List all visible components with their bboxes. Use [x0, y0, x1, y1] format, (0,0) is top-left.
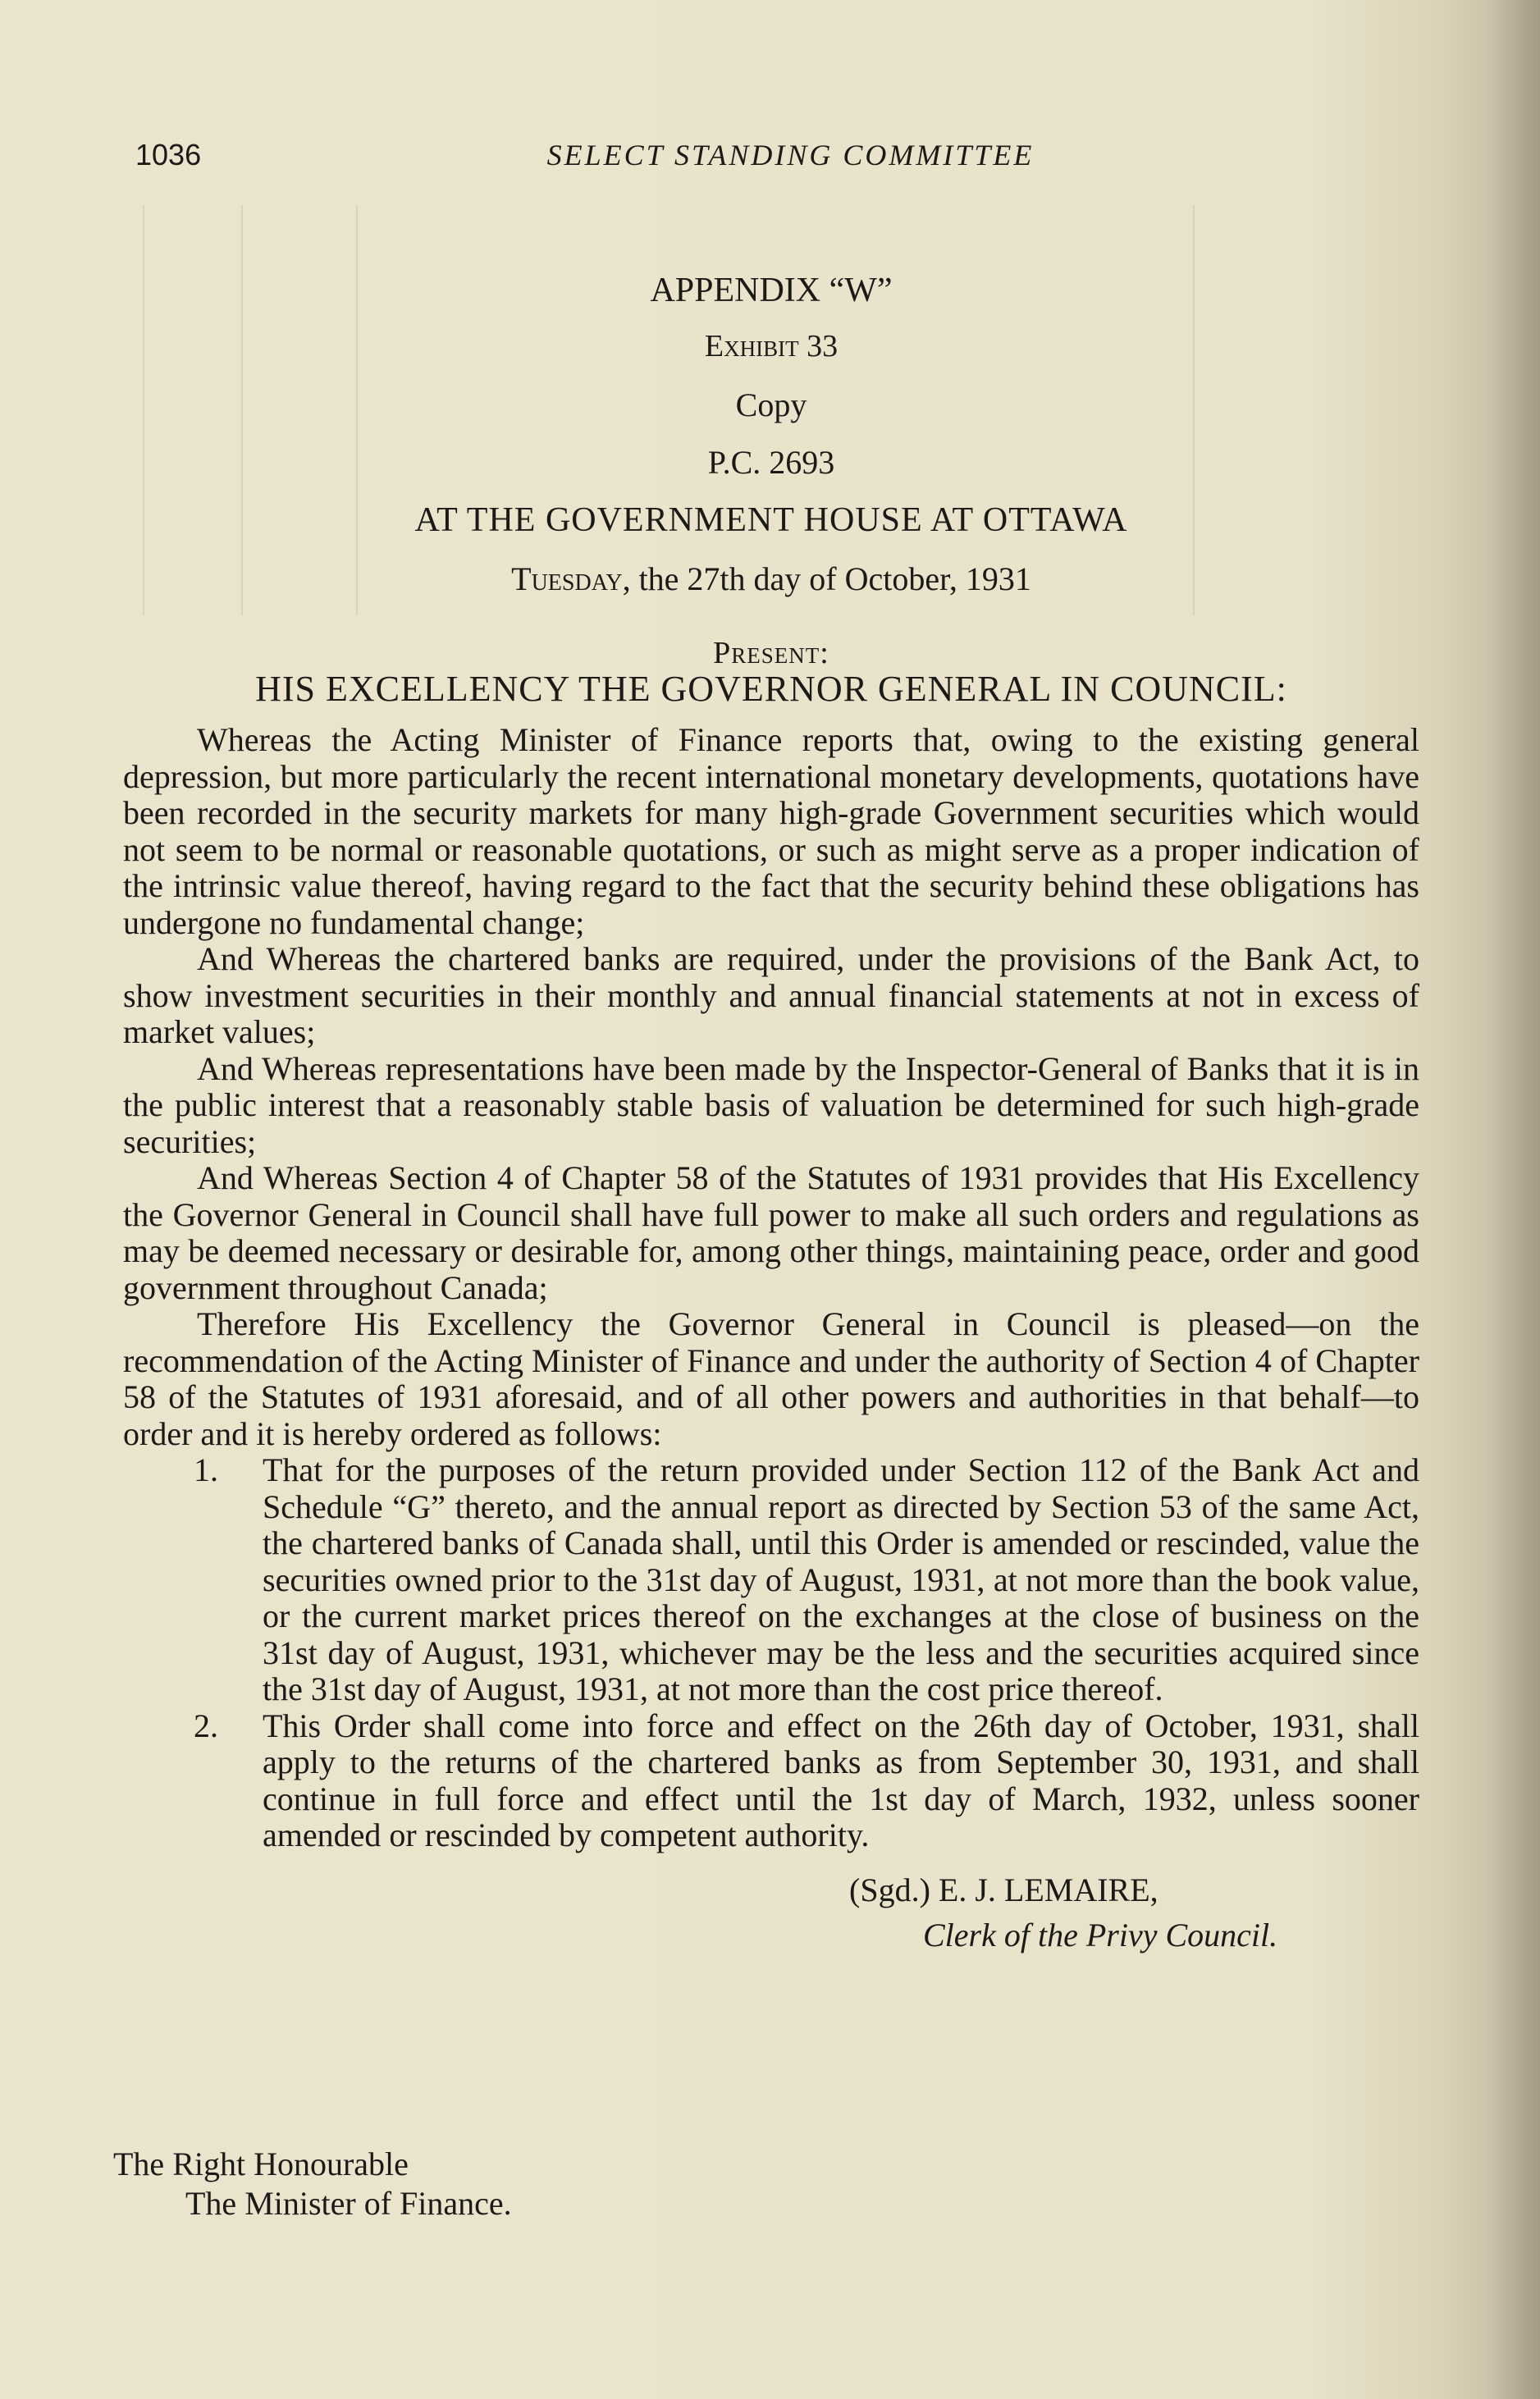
order-text: That for the purposes of the return provided under Section 112 of the Bank Act and Schedule “G” thereto, and the annual report as directed by Section 53 of the same Act, the chartered banks of Canada shall, until this Order is amended or rescinded, value the securities owned prior to the 31st day of August, 1931, at not more than the book value, or the current market prices thereof on the exchanges at the close of business on the 31st day of August, 1931, whichever may be the less and the securities acquired since the 31st day of August, 1931, at not more than the cost price thereof.	[263, 1451, 1419, 1707]
order-item	[123, 1452, 1419, 1708]
present-label: Present:	[713, 636, 829, 670]
page-gutter-shadow	[1491, 0, 1540, 2399]
addressee-line-2: The Minister of Finance.	[185, 2185, 512, 2222]
date-line	[123, 560, 1419, 635]
appendix-title: APPENDIX “W”	[650, 272, 893, 309]
order-text: This Order shall come into force and effect on the 26th day of October, 1931, shall apply to the returns of the chartered banks as from September 30, 1931, and shall continue in full force and effect until the 1st day of March, 1932, unless sooner amended or rescinded by competent authority.	[263, 1707, 1419, 1853]
whereas-paragraph-4: And Whereas Section 4 of Chapter 58 of the Statutes of 1931 provides that His Excellency the Governor General in Council shall have full power to make all such orders and regulations as may be deemed necessary or desirable for, among other things, maintaining peace, order and good government throughout Canada;	[123, 1159, 1419, 1306]
order-list	[123, 1452, 1419, 1854]
pc-number: P.C. 2693	[707, 444, 835, 481]
running-head: SELECT STANDING COMMITTEE	[546, 139, 1035, 171]
signatory-title: Clerk of the Privy Council.	[923, 1916, 1278, 1953]
page-number: 1036	[135, 138, 202, 171]
addressee-line-1: The Right Honourable	[113, 2145, 409, 2182]
copy-label: Copy	[735, 386, 807, 423]
page-header	[135, 138, 1413, 179]
date-day: Tuesday	[511, 560, 623, 597]
council-heading: HIS EXCELLENCY THE GOVERNOR GENERAL IN COUNCIL:	[255, 669, 1287, 709]
whereas-paragraph-2: And Whereas the chartered banks are required, under the provisions of the Bank Act, to show investment securities in their monthly and annual financial statements at not in excess of market values;	[123, 940, 1419, 1050]
whereas-paragraph-3: And Whereas representations have been made by the Inspector-General of Banks that it is in the public interest that a reasonably stable basis of valuation be determined for such high-grade securities;	[123, 1049, 1419, 1160]
date-rest: , the 27th day of October, 1931	[622, 560, 1031, 597]
exhibit-label: Exhibit 33	[704, 329, 839, 363]
whereas-paragraph-1: Whereas the Acting Minister of Finance reports that, owing to the existing general depression, but more particularly the recent international monetary developments, quotations have been recorded in the security markets for many high-grade Government securities which would not seem to be normal or reasonable quotations, or such as might serve as a proper indication of the intrinsic value thereof, having regard to the fact that the security behind these obligations has undergone no fundamental change;	[123, 721, 1419, 941]
signature-block	[123, 1871, 1419, 2002]
location-heading: AT THE GOVERNMENT HOUSE AT OTTAWA	[414, 501, 1128, 539]
document-body	[123, 263, 1419, 2002]
signatory-name: (Sgd.) E. J. LEMAIRE,	[849, 1871, 1158, 1908]
addressee-block	[113, 2145, 512, 2223]
order-item	[123, 1708, 1419, 1854]
order-number: 1.	[194, 1451, 218, 1488]
therefore-paragraph: Therefore His Excellency the Governor General in Council is pleased—on the recommendation of the Acting Minister of Finance and under the authority of Section 4 of Chapter 58 of the Statutes of 1931 aforesaid, and of all other powers and authorities in that behalf—to order and it is hereby ordered as follows:	[123, 1305, 1419, 1452]
order-number: 2.	[194, 1707, 218, 1744]
